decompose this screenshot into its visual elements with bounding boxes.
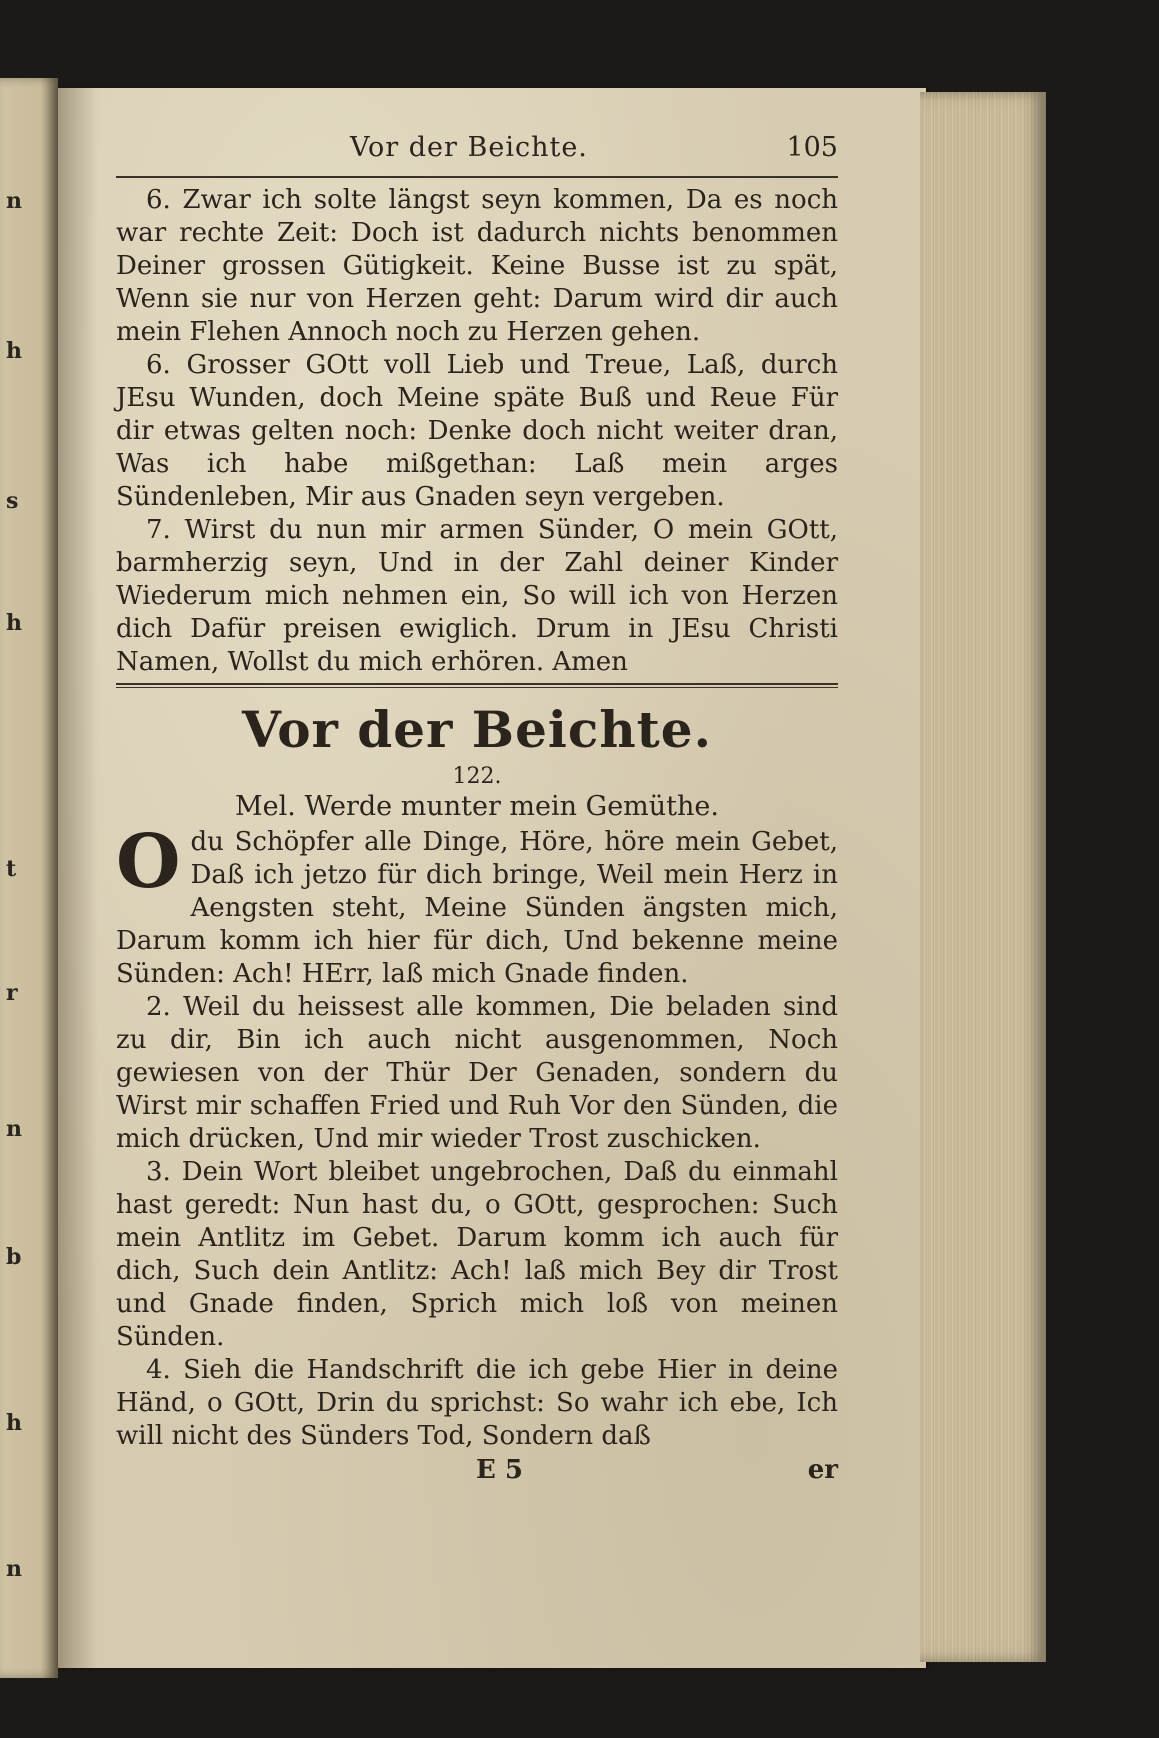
verse-text: Sieh die Handschrift die ich gebe Hier in deine Händ, o GOtt, Drin du sprichst: So wahr ich ebe, Ich will nicht des Sünders Tod, Sondern daß [116,1355,839,1451]
verse-text: du Schöpfer alle Dinge, Höre, höre mein Gebet, Daß ich jetzo für dich bringe, Weil mein Herz in Aengsten steht, Meine Sünden ängsten mich, Darum komm ich hier für dich, Und bekenne meine Sünden: Ach! HErr, laß mich Gnade finden. [116,827,838,989]
verse-paragraph [116,349,838,514]
drop-cap: O [116,819,181,905]
melody-line: Mel. Werde munter mein Gemüthe. [235,791,719,822]
page-number: 105 [786,132,838,163]
verse-number: 2. [146,992,171,1022]
page-content [116,128,838,1489]
gutter-shadow [58,88,98,1668]
hymn-number: 122. [452,764,502,789]
signature-mark: E 5 [476,1455,523,1485]
running-title: Vor der Beichte. [350,132,588,163]
facing-page-fragment: h [6,610,22,636]
verse-paragraph [116,991,838,1156]
facing-page-fragment: h [6,338,22,364]
header-rule [116,176,838,178]
facing-page-fragment: h [6,1410,22,1436]
page-stack-edge [920,92,1046,1662]
facing-page-edge [0,78,58,1678]
verse-text: Zwar ich solte längst seyn kommen, Da es noch war rechte Zeit: Doch ist dadurch nichts benommen Deiner grossen Gütigkeit. Keine Busse ist zu spät, Wenn sie nur von Herzen geht: Darum wird dir auch mein Flehen Annoch noch zu Herzen gehen. [116,185,838,347]
verse-paragraph [116,1156,838,1354]
facing-page-fragment: n [6,1556,22,1582]
catchword: er [807,1455,838,1485]
verse-text: Weil du heissest alle kommen, Die beladen sind zu dir, Bin ich auch nicht ausgenommen, Noch gewiesen von der Thür Der Genaden, sondern du Wirst mir schaffen Fried und Ruh Vor den Sünden, die mich drücken, Und mir wieder Trost zuschicken. [116,992,839,1154]
facing-page-fragment: r [6,980,18,1006]
facing-page-fragment: b [6,1244,22,1270]
facing-page-fragment: s [6,488,19,514]
facing-page-fragment: t [6,856,17,882]
verse-number: 6. [146,350,171,380]
verse-paragraph [116,1354,838,1453]
verse-number: 3. [146,1157,171,1187]
verse-text: Wirst du nun mir armen Sünder, O mein GOtt, barmherzig seyn, Und in der Zahl deiner Kinder Wiederum mich nehmen ein, So will ich von Herzen dich Dafür preisen ewiglich. Drum in JEsu Christi Namen, Wollst du mich erhören. Amen [116,515,838,677]
facing-page-fragment: n [6,188,22,214]
verse-paragraph [116,514,838,679]
verse-text: Grosser GOtt voll Lieb und Treue, Laß, durch JEsu Wunden, doch Meine späte Buß und Reue Für dir etwas gelten noch: Denke doch nicht weiter dran, Was ich habe mißgethan: Laß mein arges Sündenleben, Mir aus Gnaden seyn vergeben. [116,350,839,512]
section-title: Vor der Beichte. [241,700,712,759]
facing-page-fragment: n [6,1116,22,1142]
verse-number: 7. [146,515,171,545]
verse-number: 4. [146,1355,171,1385]
first-verse [116,819,838,991]
verse-number: 6. [146,185,171,215]
verse-paragraph [116,184,838,349]
running-head [116,128,838,168]
page-footer [116,1455,838,1489]
verse-text: Dein Wort bleibet ungebrochen, Daß du einmahl hast geredt: Nun hast du, o GOtt, gesprochen: Such mein Antlitz im Gebet. Darum komm ich auch für dich, Such dein Antlitz: Ach! laß mich Bey dir Trost und Gnade finden, Sprich mich loß von meinen Sünden. [116,1157,838,1352]
section-divider [116,683,838,688]
